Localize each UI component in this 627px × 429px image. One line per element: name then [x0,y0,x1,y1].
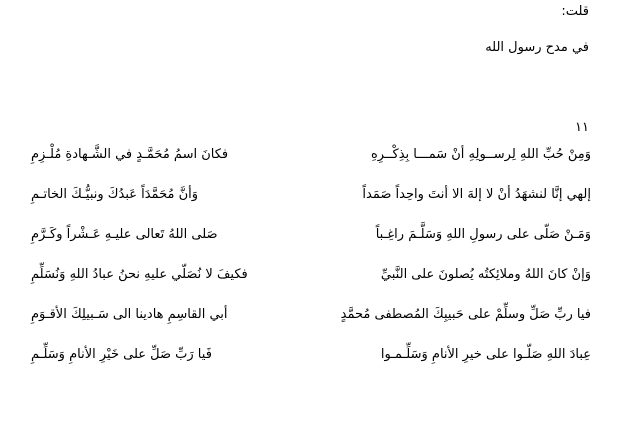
verse-1-first-hemistich: وَمِنْ حُبِّ اللهِ لِرســولِهِ أنْ سَمـــا بِذِكْــرِهِ [370,147,591,162]
verse-3-first-hemistich: وَمَـنْ صَلّى على رسولِ اللهِ وَسَلَّـمَ راغِـباً [375,227,591,242]
verse-4-first-hemistich: وَإنْ كانَ اللهُ وملائِكتُه يُصلونَ على النَّبيِّ [380,267,591,282]
poem-number: ١١ [575,120,589,135]
verse-6-first-hemistich: عِبادَ اللهِ صَلّـوا على خيرِ الأنامِ وَسَلِّـمـوا [380,347,591,362]
verse-5-second-hemistich: أبي القاسِمِ هادينا الى سَـبيلِكَ الأقـوَمِ [31,307,228,322]
verse-4-second-hemistich: فكيفَ لا نُصَلّي عليهِ نحنُ عبادُ اللهِ وَنُسَلِّمِ [31,267,248,282]
verse-5-first-hemistich: فيا ربِّ صَلِّ وسلِّمْ على حَبيبِكَ المُصطفى مُحمَّدٍ [340,307,591,322]
verse-6 [31,345,591,385]
poem-heading: في مدح رسول الله [485,40,589,55]
verse-2 [31,185,591,225]
verse-1-second-hemistich: فكانَ اسمُ مُحَمَّـدٍ في الشَّـهادةِ مُلْـزِمِ [31,147,229,162]
verse-3-second-hemistich: صَلى اللهُ تَعالى عليـهِ عَـشْراً وكَـرَّمِ [31,227,218,242]
verse-4 [31,265,591,305]
verse-6-second-hemistich: فَيا رَبِّ صَلِّ على خَيْرِ الأنامِ وَسَلِّـمِ [31,347,212,362]
verse-2-first-hemistich: إلهي إنَّا لنشهَدُ أنْ لا إلهَ الا أنتَ واحِداً صَمَداً [362,187,591,202]
verse-1 [31,145,591,185]
poem-verses [31,145,591,385]
intro-label: قلت: [561,4,589,19]
verse-5 [31,305,591,345]
verse-3 [31,225,591,265]
verse-2-second-hemistich: وَأنَّ مُحَمَّدَاً عَبدُكَ ونبيُّـكَ الخاتـمِ [31,187,199,202]
